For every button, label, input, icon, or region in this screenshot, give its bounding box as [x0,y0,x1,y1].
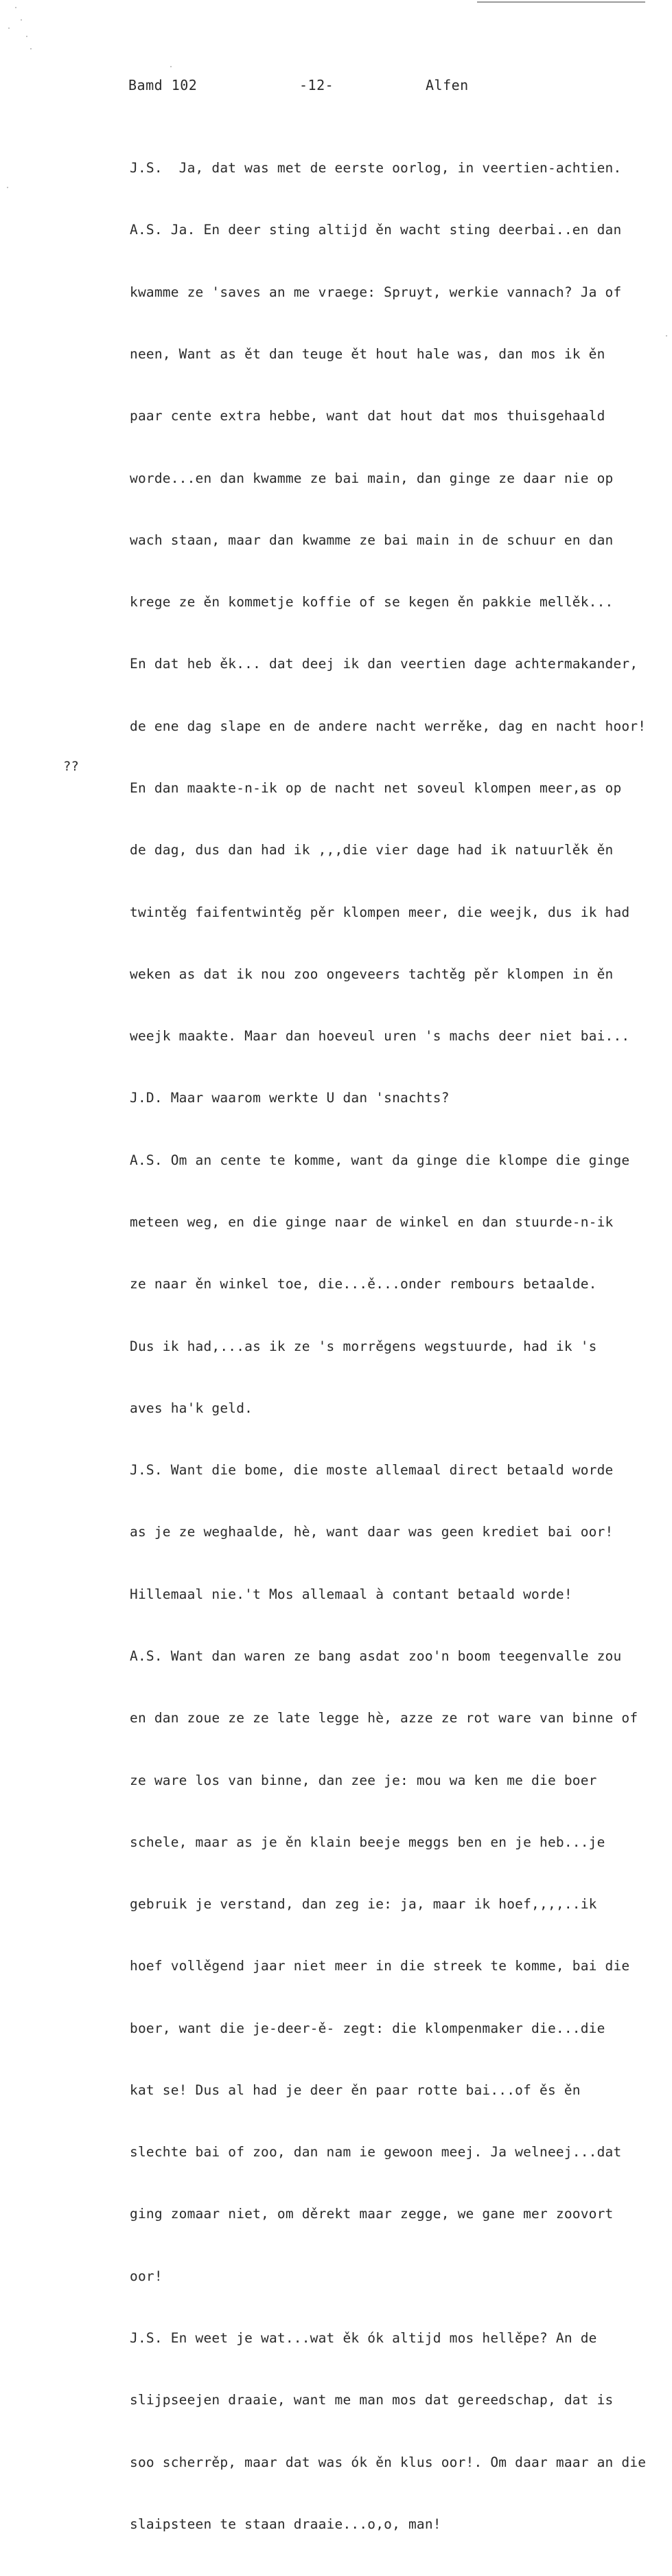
transcript-line: weejk maakte. Maar dan hoeveul uren 's machs deer niet bai... [130,1028,630,1045]
transcript-line: schele, maar as je ěn klain beeje meggs ben en je heb...je [130,1834,605,1850]
paper-speck [170,66,172,67]
paper-speck [21,19,22,21]
transcript-line: slijpseejen draaie, want me man mos dat gereedschap, dat is [130,2392,614,2408]
transcript-line: slechte bai of zoo, dan nam ie gewoon meej. Ja welneej...dat [130,2144,622,2161]
transcript-line: hoef vollěgend jaar niet meer in die streek te komme, bai die [130,1958,630,1974]
transcript-line: A.S. Om an cente te komme, want da ginge die klompe die ginge [130,1152,630,1168]
transcript-line: worde...en dan kwamme ze bai main, dan ginge ze daar nie op [130,470,614,486]
transcript-line: weken as dat ik nou zoo ongeveers tachtěg pěr klompen in ěn [130,966,614,982]
transcript-line: krege ze ěn kommetje koffie of se kegen ěn pakkie mellěk... [130,594,614,611]
transcript-line: ze ware los van binne, dan zee je: mou wa ken me die boer [130,1772,597,1788]
transcript-line: En dan maakte-n-ik op de nacht net soveul klompen meer,as op [130,780,622,796]
transcript-line: ging zomaar niet, om děrekt maar zegge, we gane mer zoovort [130,2206,614,2222]
transcript-line: Hillemaal nie.'t Mos allemaal à contant betaald worde! [130,1586,572,1602]
transcript-line: Dus ik had,...as ik ze 's morrěgens wegstuurde, had ik 's [130,1338,597,1354]
transcript-line: A.S. Want dan waren ze bang asdat zoo'n boom teegenvalle zou [130,1648,622,1664]
transcript-line: neen, Want as ět dan teuge ět hout hale was, dan mos ik ěn [130,346,605,363]
transcript-line: slaipsteen te staan draaie...o,o, man! [130,2516,441,2532]
transcript-line: meteen weg, en die ginge naar de winkel en dan stuurde-n-ik [130,1213,614,1230]
transcript-line: En dat heb ěk... dat deej ik dan veertien dage achtermakander, [130,656,638,672]
transcript-line: de dag, dus dan had ik ,,,die vier dage had ik natuurlěk ěn [130,842,614,858]
header-page-number: -12- [299,77,334,93]
paper-speck [15,7,16,8]
transcript-line: J.S. Want die bome, die moste allemaal direct betaald worde [130,1462,614,1479]
transcript-line: J.S. Ja, dat was met de eerste oorlog, in veertien-achtien. [130,160,622,176]
transcript-line: de ene dag slape en de andere nacht werrěke, dag en nacht hoor! [130,718,647,734]
transcript-line: oor! [130,2268,163,2284]
header-place-name: Alfen [426,77,469,93]
transcript-line: twintěg faifentwintěg pěr klompen meer, die weejk, dus ik had [130,904,630,920]
transcript-line: aves ha'k geld. [130,1400,253,1416]
top-edge-rule [477,1,645,3]
transcript-line: boer, want die je-deer-ě- zegt: die klompenmaker die...die [130,2020,605,2036]
transcript-line: soo scherrěp, maar dat was ók ěn klus oor!. Om daar maar an die [130,2454,647,2470]
transcript-line: paar cente extra hebbe, want dat hout dat mos thuisgehaald [130,408,605,424]
transcript-line: en dan zoue ze ze late legge hè, azze ze rot ware van binne of [130,1710,638,1726]
transcript-body [130,117,665,2576]
transcript-line: J.S. En weet je wat...wat ěk ók altijd mos hellěpe? An de [130,2330,597,2347]
transcript-line: as je ze weghaalde, hè, want daar was geen krediet bai oor! [130,1524,614,1540]
header-band-number: Bamd 102 [128,77,198,93]
paper-speck [666,335,667,337]
margin-question-marks: ?? [63,759,79,774]
paper-speck [30,48,32,49]
paper-speck [8,27,10,29]
transcript-line: ze naar ěn winkel toe, die...ě...onder rembours betaalde. [130,1276,597,1292]
transcript-line: kat se! Dus al had je deer ěn paar rotte bai...of ěs ěn [130,2082,581,2098]
paper-speck [7,187,8,188]
transcript-line: A.S. Ja. En deer sting altijd ěn wacht sting deerbai..en dan [130,222,622,238]
transcript-line: J.D. Maar waarom werkte U dan 'snachts? [130,1090,450,1106]
paper-speck [26,36,27,37]
transcript-line: gebruik je verstand, dan zeg ie: ja, maar ik hoef,,,,..ik [130,1896,597,1913]
transcript-line: kwamme ze 'saves an me vraege: Spruyt, werkie vannach? Ja of [130,284,622,300]
transcript-line: wach staan, maar dan kwamme ze bai main in de schuur en dan [130,532,614,548]
